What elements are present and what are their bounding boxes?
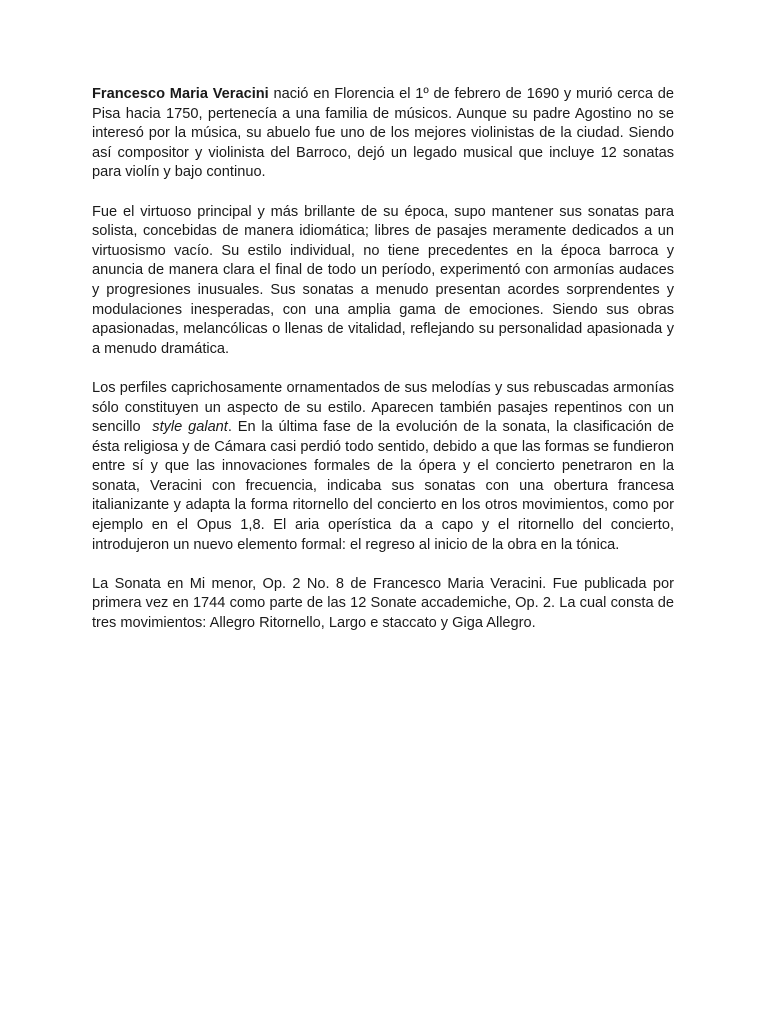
style-galant-term: style galant [152,419,228,436]
paragraph-virtuoso [92,203,674,360]
paragraph-style [92,379,679,555]
paragraph-sonata [92,575,674,634]
paragraph-style-text-after: . En la última fase de la evolución de la sonata, la clasificación de ésta religiosa y de Cámara casi perdió todo sentido, debido a que las formas se fundieron entre sí y que las innovaciones formales de la ópera y el concierto penetraron en la sonata, Veracini con frecuencia, indicaba sus sonatas con una obertura francesa italianizante y adapta la forma ritornello del concierto en los otros movimientos, como por ejemplo en el Opus 1,8. El aria operística da a capo y el ritornello del concierto, introdujeron un nuevo elemento formal: el regreso al inicio de la obra en la tónica. [92,419,675,553]
composer-name: Francesco Maria Veracini [92,86,269,102]
paragraph-sonata-text: La Sonata en Mi menor, Op. 2 No. 8 de Francesco Maria Veracini. Fue publicada por primera vez en 1744 como parte de las 12 Sonate accademiche, Op. 2. La cual consta de tres movimientos: Allegro Ritornello, Largo e staccato y Giga Allegro. [92,575,674,632]
paragraph-style-text-before: Los perfiles caprichosamente ornamentados de sus melodías y sus rebuscadas armonías sólo constituyen un aspecto de su estilo. Aparecen también pasajes repentinos con un sencillo [92,379,679,436]
document-body [92,85,679,653]
paragraph-biography-text: nació en Florencia el 1º de febrero de 1690 y murió cerca de Pisa hacia 1750, pertenecía a una familia de músicos. Aunque su padre Agostino no se interesó por la música, su abuelo fue uno de los mejores violinistas de la ciudad. Siendo así compositor y violinista del Barroco, dejó un legado musical que incluye 12 sonatas para violín y bajo continuo. [92,86,674,181]
paragraph-biography [92,85,674,183]
paragraph-virtuoso-text: Fue el virtuoso principal y más brillante de su época, supo mantener sus sonatas para solista, concebidas de manera idiomática; libres de pasajes meramente dedicados a un virtuosismo vacío. Su estilo individual, no tiene precedentes en la época barroca y anuncia de manera clara el final de todo un período, experimentó con armonías audaces y progresiones inusuales. Sus sonatas a menudo presentan acordes sorprendentes y modulaciones inesperadas, con una amplia gama de emociones. Siendo sus obras apasionadas, melancólicas o llenas de vitalidad, reflejando su personalidad apasionada y a menudo dramática. [92,203,674,357]
